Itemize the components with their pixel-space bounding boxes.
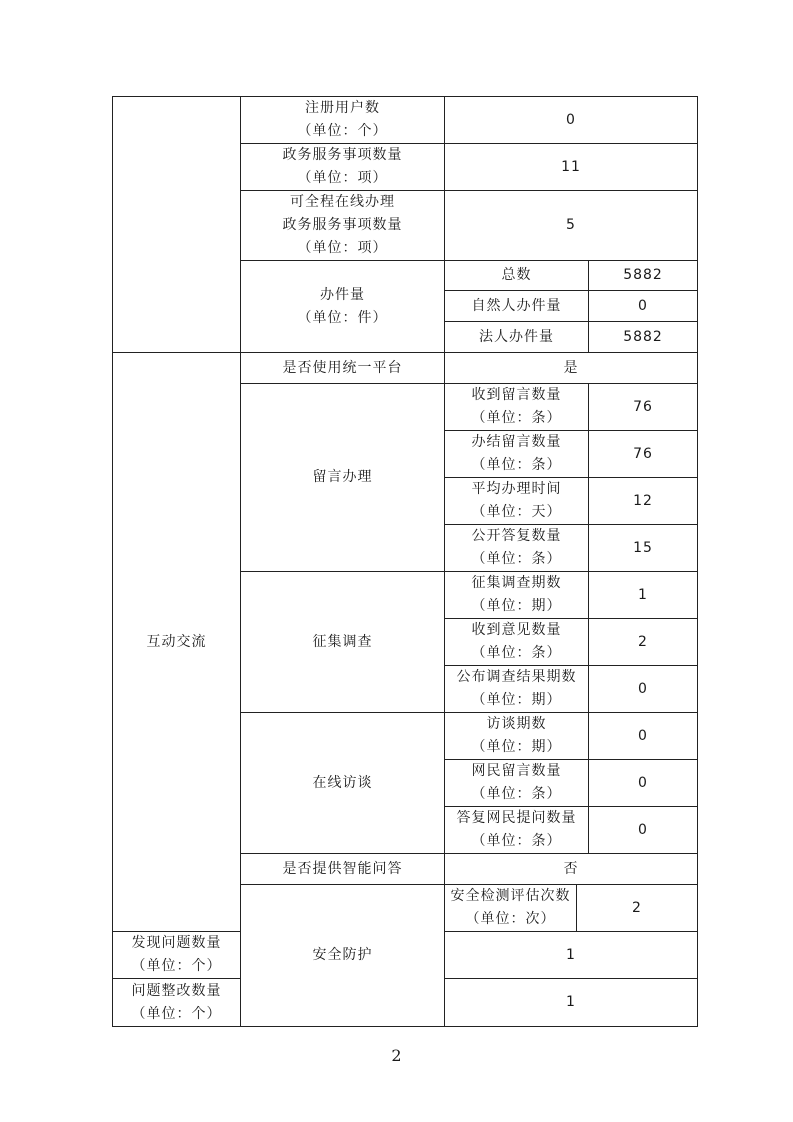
cases-natural-value: 0 bbox=[589, 291, 698, 322]
messages-closed-label: 办结留言数量 （单位：条） bbox=[445, 431, 589, 478]
messages-avgtime-label: 平均办理时间 （单位：天） bbox=[445, 478, 589, 525]
interview-messages-value: 0 bbox=[589, 760, 698, 807]
survey-opinions-label: 收到意见数量 （单位：条） bbox=[445, 619, 589, 666]
security-fixed-value: 1 bbox=[445, 979, 698, 1027]
cases-label: 办件量 （单位：件） bbox=[241, 261, 445, 353]
survey-periods-value: 1 bbox=[589, 572, 698, 619]
messages-public-label: 公开答复数量 （单位：条） bbox=[445, 525, 589, 572]
statistics-table bbox=[112, 96, 698, 1027]
messages-public-value: 15 bbox=[589, 525, 698, 572]
messages-closed-value: 76 bbox=[589, 431, 698, 478]
service-items-value: 11 bbox=[445, 144, 698, 191]
interview-replies-label: 答复网民提问数量 （单位：条） bbox=[445, 807, 589, 854]
survey-results-label: 公布调查结果期数 （单位：期） bbox=[445, 666, 589, 713]
messages-received-value: 76 bbox=[589, 384, 698, 431]
registered-users-value: 0 bbox=[445, 97, 698, 144]
unified-platform-value: 是 bbox=[445, 353, 698, 384]
survey-label: 征集调查 bbox=[241, 572, 445, 713]
messages-avgtime-value: 12 bbox=[589, 478, 698, 525]
interview-periods-value: 0 bbox=[589, 713, 698, 760]
registered-users-label: 注册用户数 （单位：个） bbox=[241, 97, 445, 144]
interview-replies-value: 0 bbox=[589, 807, 698, 854]
security-found-label: 发现问题数量 （单位：个） bbox=[113, 932, 241, 979]
category-cell-empty bbox=[113, 97, 241, 353]
messages-label: 留言办理 bbox=[241, 384, 445, 572]
page-number: 2 bbox=[391, 1046, 402, 1065]
smart-qa-label: 是否提供智能问答 bbox=[241, 854, 445, 885]
security-fixed-label: 问题整改数量 （单位：个） bbox=[113, 979, 241, 1027]
security-checks-label: 安全检测评估次数 （单位：次） bbox=[445, 885, 577, 932]
unified-platform-label: 是否使用统一平台 bbox=[241, 353, 445, 384]
smart-qa-value: 否 bbox=[445, 854, 698, 885]
online-items-label: 可全程在线办理 政务服务事项数量 （单位：项） bbox=[241, 191, 445, 261]
security-category: 安全防护 bbox=[241, 885, 445, 1027]
messages-received-label: 收到留言数量 （单位：条） bbox=[445, 384, 589, 431]
interview-messages-label: 网民留言数量 （单位：条） bbox=[445, 760, 589, 807]
table-row bbox=[113, 97, 698, 144]
cases-natural-label: 自然人办件量 bbox=[445, 291, 589, 322]
interview-periods-label: 访谈期数 （单位：期） bbox=[445, 713, 589, 760]
cases-legal-label: 法人办件量 bbox=[445, 322, 589, 353]
cases-total-label: 总数 bbox=[445, 261, 589, 291]
interaction-category: 互动交流 bbox=[113, 353, 241, 932]
online-items-value: 5 bbox=[445, 191, 698, 261]
survey-results-value: 0 bbox=[589, 666, 698, 713]
security-checks-value: 2 bbox=[577, 885, 698, 932]
survey-opinions-value: 2 bbox=[589, 619, 698, 666]
table-row bbox=[113, 353, 698, 384]
service-items-label: 政务服务事项数量 （单位：项） bbox=[241, 144, 445, 191]
survey-periods-label: 征集调查期数 （单位：期） bbox=[445, 572, 589, 619]
security-found-value: 1 bbox=[445, 932, 698, 979]
interview-label: 在线访谈 bbox=[241, 713, 445, 854]
cases-legal-value: 5882 bbox=[589, 322, 698, 353]
cases-total-value: 5882 bbox=[589, 261, 698, 291]
